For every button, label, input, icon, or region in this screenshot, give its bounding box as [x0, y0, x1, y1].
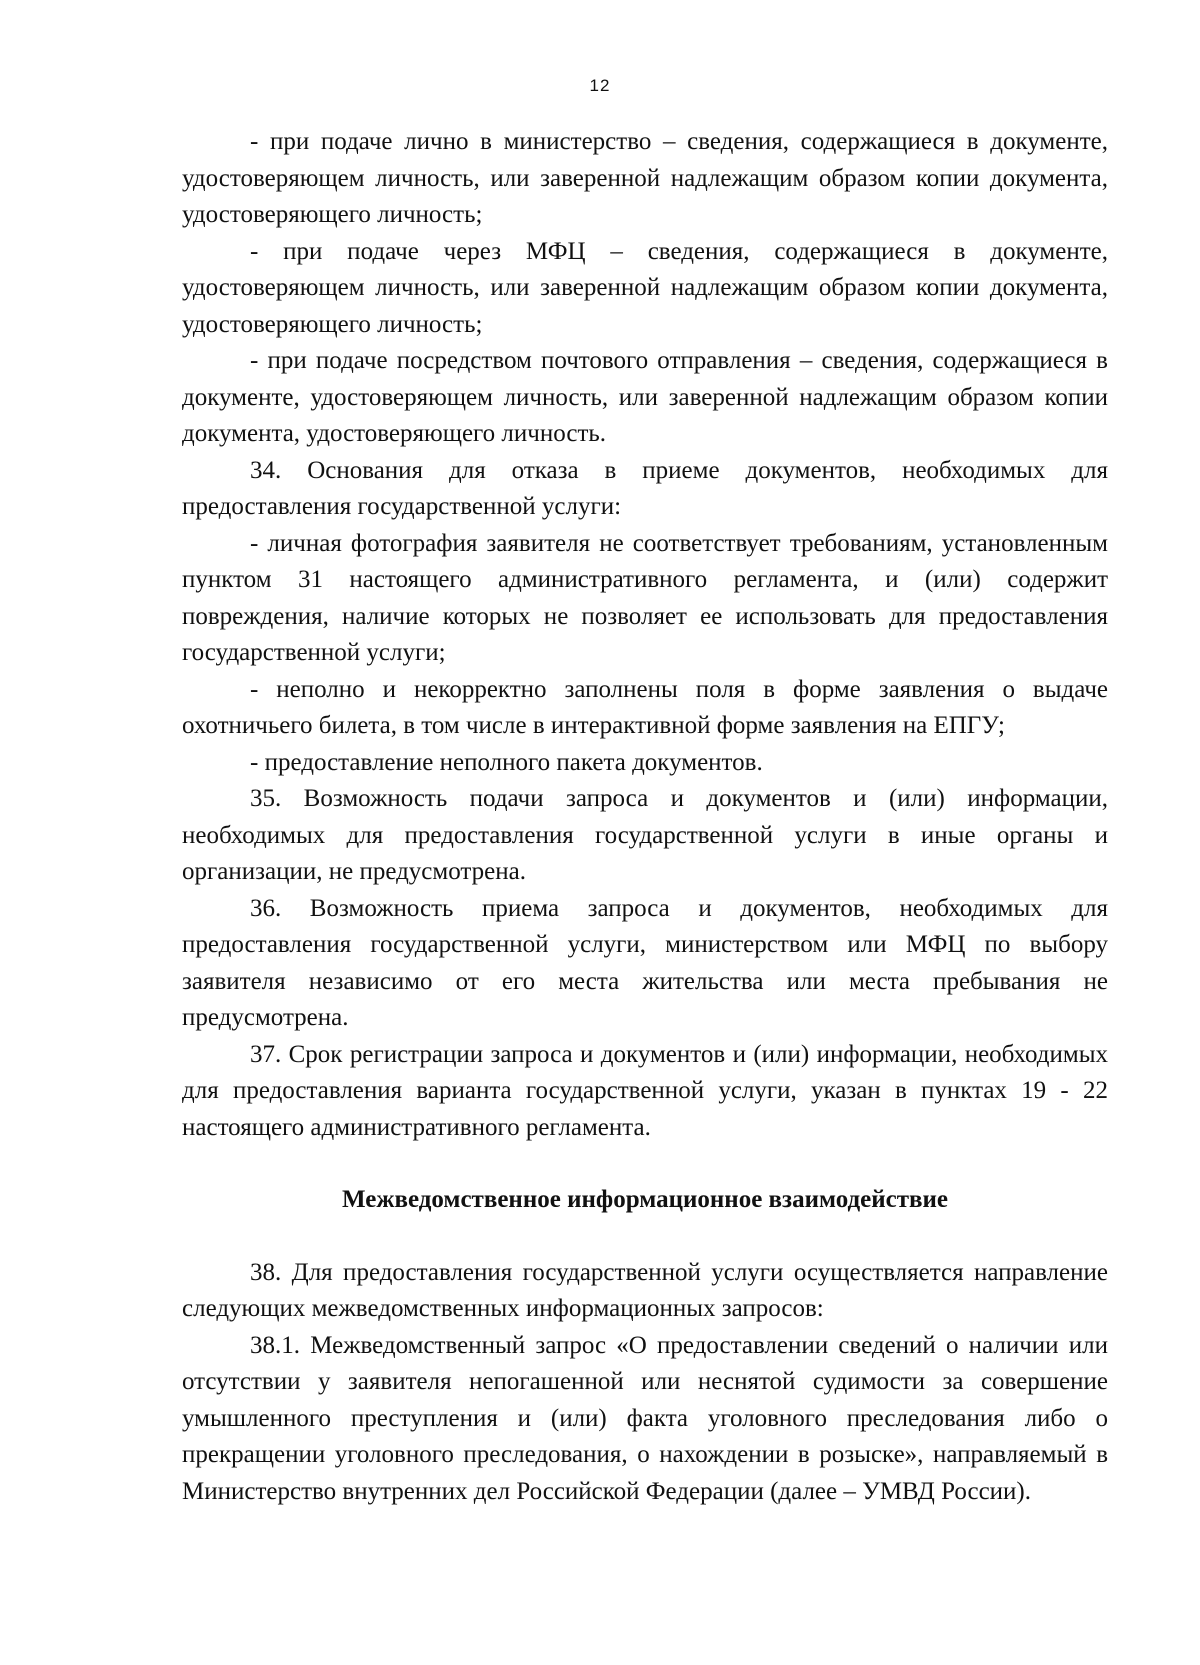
paragraph-bullet-fields: - неполно и некорректно заполнены поля в форме заявления о выдаче охотничьего билета, в том числе в интерактивной форме заявления на ЕПГУ;	[182, 675, 1108, 739]
section-spacer	[182, 1219, 1108, 1255]
section-spacer	[182, 1146, 1108, 1182]
paragraph-35: 35. Возможность подачи запроса и документов и (или) информации, необходимых для предоставления государственной услуги в иные органы и организации, не предусмотрена.	[182, 785, 1108, 885]
section-heading: Межведомственное информационное взаимодействие	[342, 1186, 948, 1213]
paragraph-bullet-mail: - при подаче посредством почтового отправления – сведения, содержащиеся в документе, удостоверяющем личность, или заверенной надлежащим образом копии документа, удостоверяющего личность.	[182, 347, 1108, 447]
document-body	[182, 124, 1108, 1510]
paragraph-bullet-photo: - личная фотография заявителя не соответствует требованиям, установленным пунктом 31 настоящего административного регламента, и (или) содержит повреждения, наличие которых не позволяет ее использовать для предоставления государственной услуги;	[182, 529, 1108, 666]
paragraph-37: 37. Срок регистрации запроса и документов и (или) информации, необходимых для предоставления варианта государственной услуги, указан в пунктах 19 - 22 настоящего административного регламента.	[182, 1040, 1108, 1141]
page-number: 12	[589, 76, 611, 95]
paragraph-36: 36. Возможность приема запроса и документов, необходимых для предоставления государственной услуги, министерством или МФЦ по выбору заявителя независимо от его места жительства или места пребывания не предусмотрена.	[182, 894, 1108, 1031]
paragraph-bullet-package: - предоставление неполного пакета документов.	[250, 748, 763, 776]
paragraph-bullet-ministry: - при подаче лично в министерство – сведения, содержащиеся в документе, удостоверяющем личность, или заверенной надлежащим образом копии документа, удостоверяющего личность;	[182, 128, 1108, 228]
paragraph-38: 38. Для предоставления государственной услуги осуществляется направление следующих межведомственных информационных запросов:	[182, 1258, 1108, 1322]
paragraph-34: 34. Основания для отказа в приеме документов, необходимых для предоставления государственной услуги:	[182, 456, 1108, 520]
paragraph-38-1: 38.1. Межведомственный запрос «О предоставлении сведений о наличии или отсутствии у заявителя непогашенной или неснятой судимости за совершение умышленного преступления и (или) факта уголовного преследования либо о прекращении уголовного преследования, о нахождении в розыске», направляемый в Министерство внутренних дел Российской Федерации (далее – УМВД России).	[182, 1331, 1108, 1505]
paragraph-bullet-mfc: - при подаче через МФЦ – сведения, содержащиеся в документе, удостоверяющем личность, или заверенной надлежащим образом копии документа, удостоверяющего личность;	[182, 237, 1108, 338]
